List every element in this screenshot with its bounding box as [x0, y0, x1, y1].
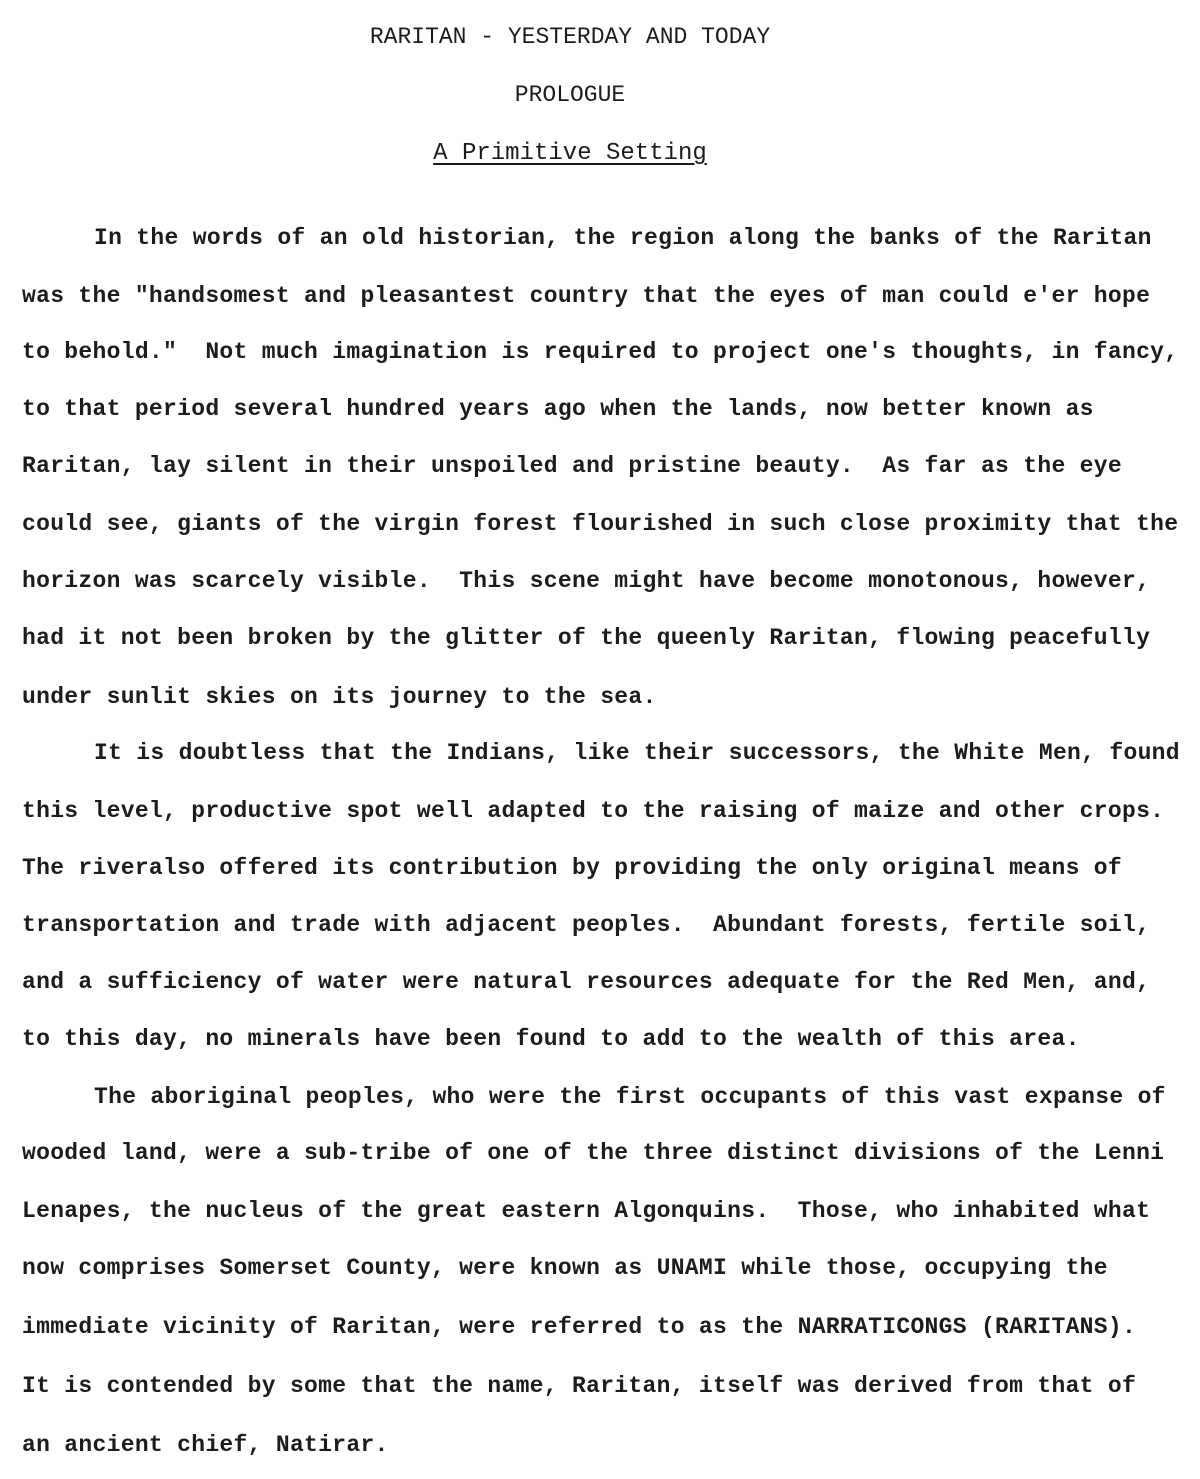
text-line: could see, giants of the virgin forest flourished in such close proximity that the [22, 511, 1179, 537]
text-line: under sunlit skies on its journey to the sea. [22, 684, 657, 710]
document-title: RARITAN - YESTERDAY AND TODAY [369, 24, 771, 50]
text-line: transportation and trade with adjacent peoples. Abundant forests, fertile soil, [22, 912, 1151, 938]
text-line: The aboriginal peoples, who were the first occupants of this vast expanse of [94, 1084, 1166, 1110]
text-line: horizon was scarcely visible. This scene might have become monotonous, however, [22, 568, 1151, 594]
text-line: Raritan, lay silent in their unspoiled and pristine beauty. As far as the eye [22, 453, 1122, 479]
text-line: Lenapes, the nucleus of the great eastern Algonquins. Those, who inhabited what [22, 1198, 1151, 1224]
text-line: was the "handsomest and pleasantest country that the eyes of man could e'er hope [22, 283, 1151, 309]
text-line: to that period several hundred years ago when the lands, now better known as [22, 396, 1094, 422]
text-line: It is doubtless that the Indians, like their successors, the White Men, found [94, 740, 1180, 766]
text-line: an ancient chief, Natirar. [22, 1432, 389, 1458]
text-line: In the words of an old historian, the region along the banks of the Raritan [94, 225, 1152, 251]
text-line: and a sufficiency of water were natural resources adequate for the Red Men, and, [22, 969, 1151, 995]
text-line: now comprises Somerset County, were known as UNAMI while those, occupying the [22, 1255, 1108, 1281]
text-line: to this day, no minerals have been found to add to the wealth of this area. [22, 1026, 1080, 1052]
text-line: It is contended by some that the name, Raritan, itself was derived from that of [22, 1373, 1137, 1399]
text-line: this level, productive spot well adapted to the raising of maize and other crops. [22, 798, 1165, 824]
text-line: immediate vicinity of Raritan, were referred to as the NARRATICONGS (RARITANS). [22, 1314, 1137, 1340]
text-line: The riveralso offered its contribution by providing the only original means of [22, 855, 1122, 881]
text-line: had it not been broken by the glitter of the queenly Raritan, flowing peacefully [22, 625, 1151, 651]
section-heading: PROLOGUE [514, 82, 626, 108]
text-line: to behold." Not much imagination is required to project one's thoughts, in fancy, [22, 339, 1179, 365]
text-line: wooded land, were a sub-tribe of one of the three distinct divisions of the Lenni [22, 1140, 1165, 1166]
section-subtitle: A Primitive Setting [433, 140, 707, 167]
